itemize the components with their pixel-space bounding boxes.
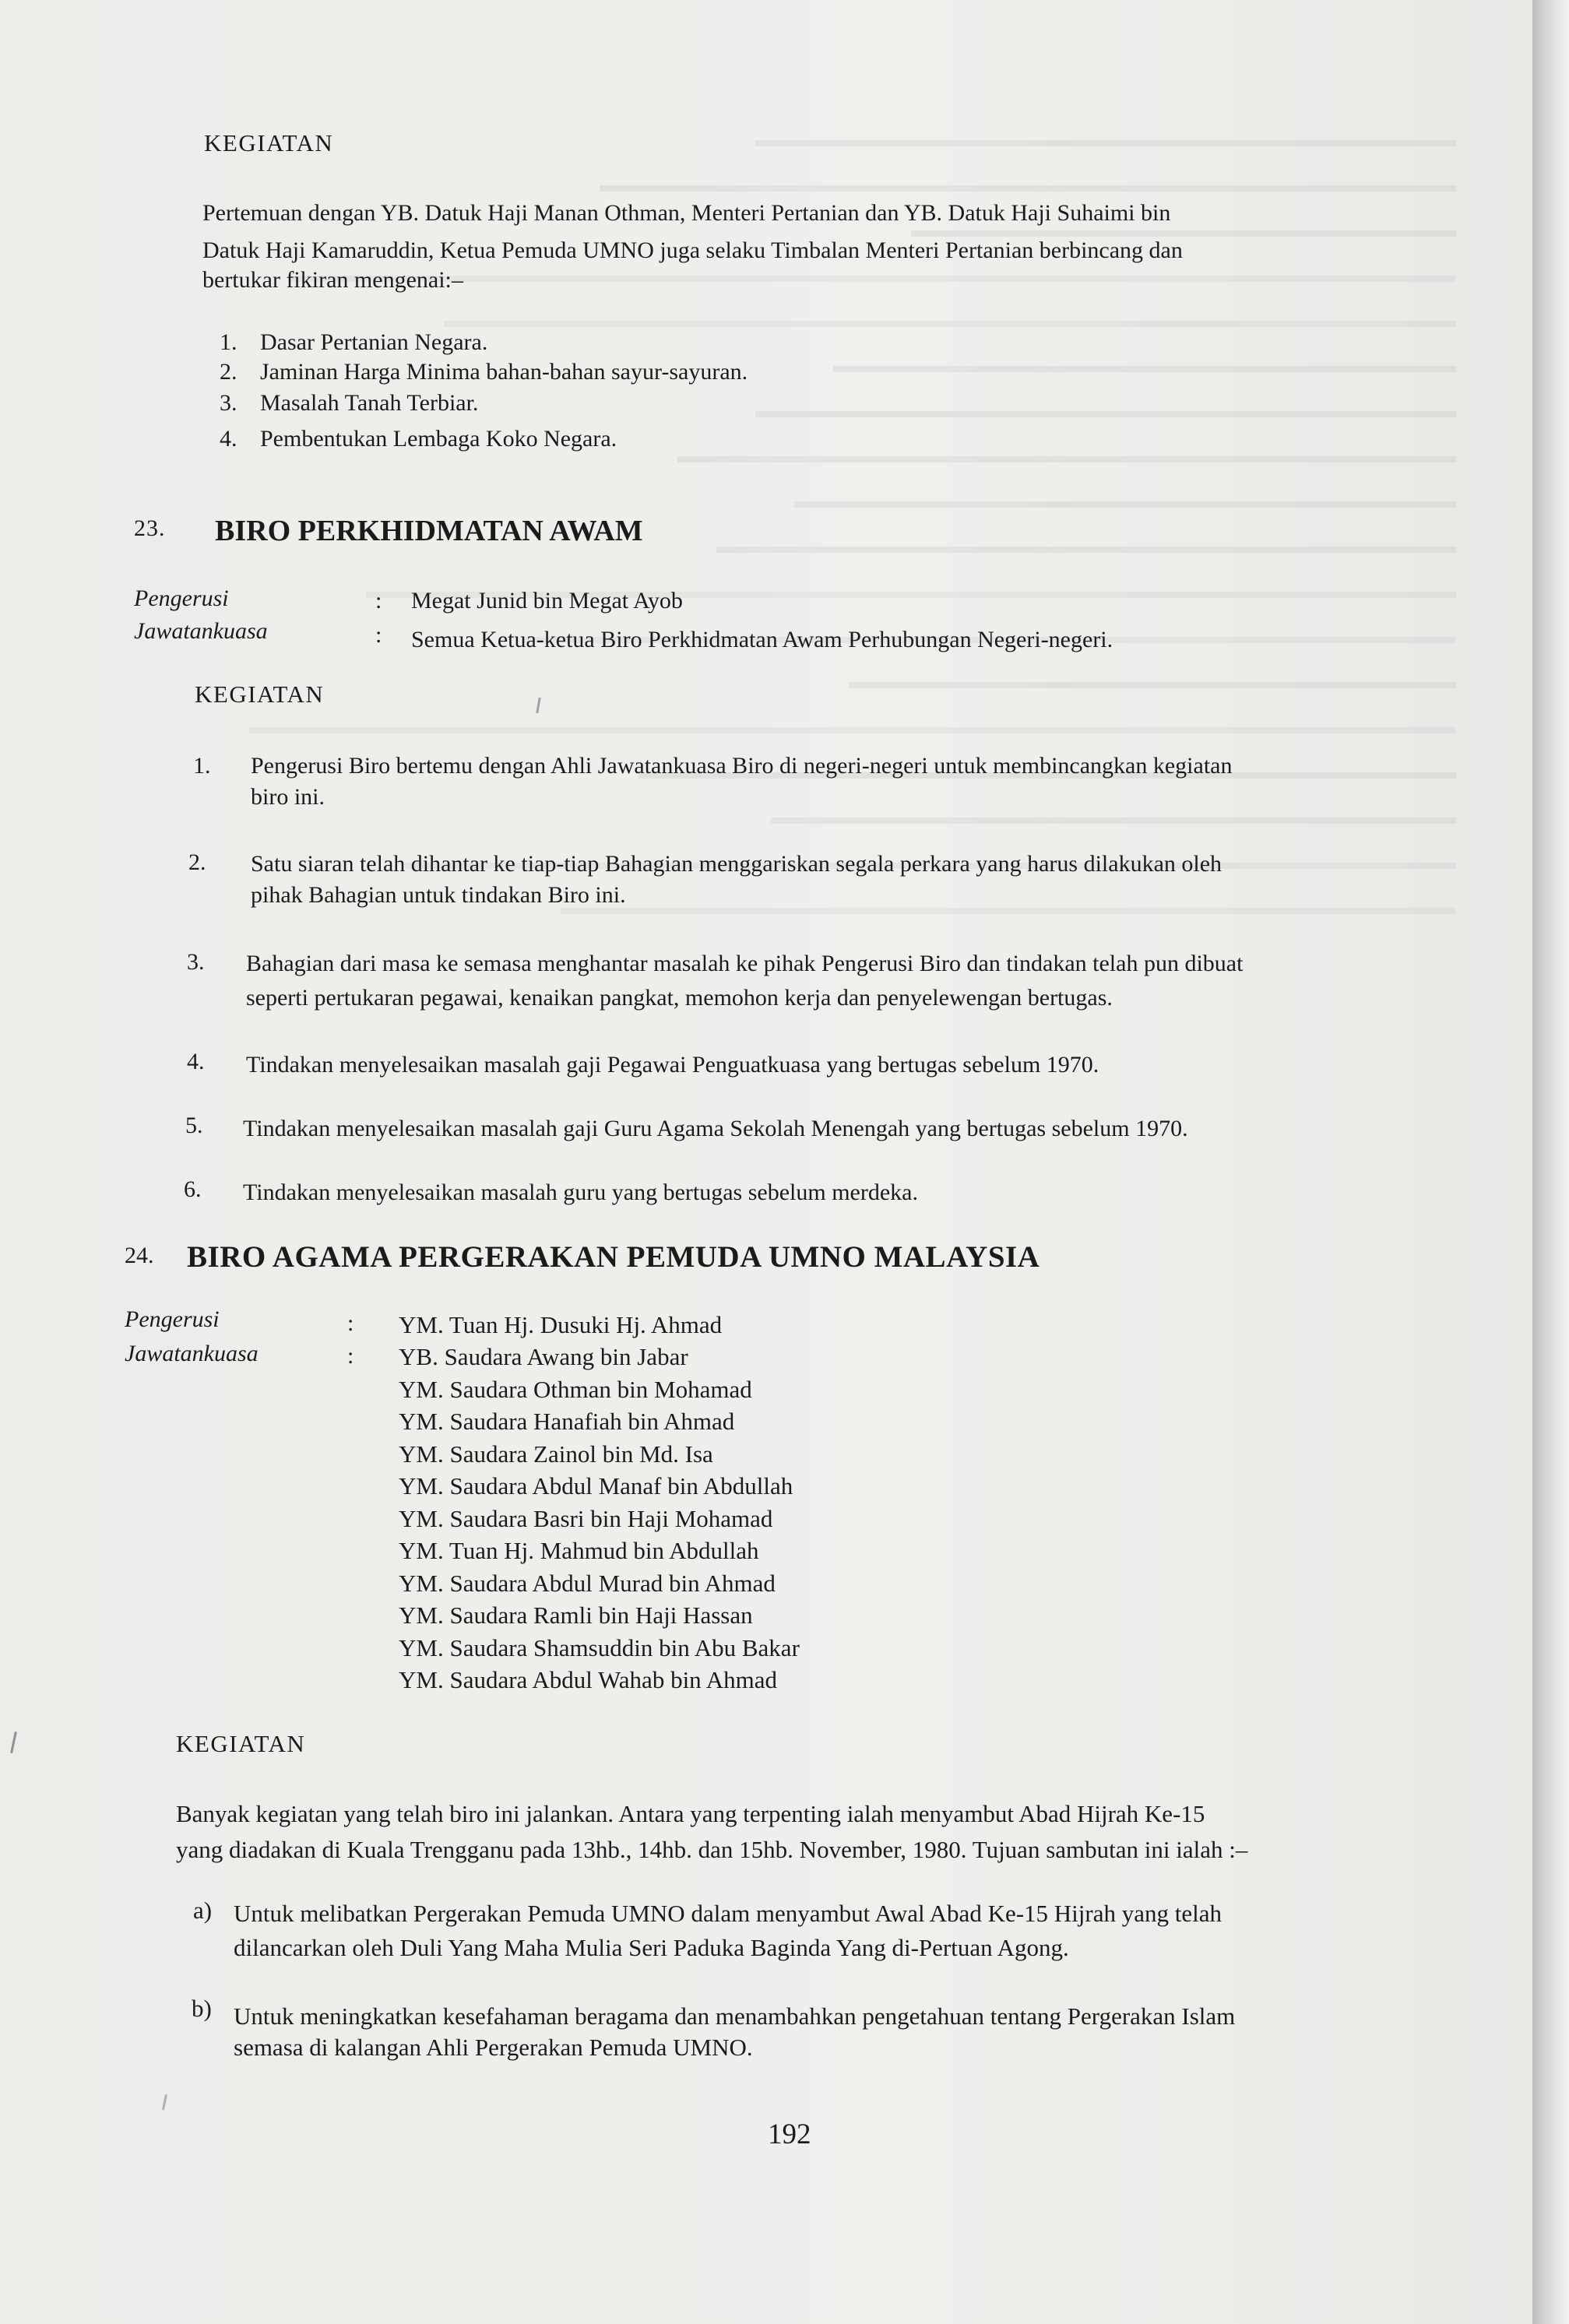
member-name: YM. Saudara Basri bin Haji Mohamad [399,1504,773,1532]
section-23-item-line: Satu siaran telah dihantar ke tiap-tiap Bahagian menggariskan segala perkara yang harus dilakukan oleh [251,851,1222,877]
intro-line-2: Datuk Haji Kamaruddin, Ketua Pemuda UMNO juga selaku Timbalan Menteri Pertanian berbincang dan [202,237,1183,263]
colon: : [347,1343,354,1369]
section-23-pengerusi-value: Megat Junid bin Megat Ayob [411,588,683,614]
section-24-point-label: b) [192,1995,212,2022]
section-24-jawatankuasa-label: Jawatankuasa [125,1341,259,1366]
colon: : [375,588,382,614]
intro-line-3: bertukar fikiran mengenai:– [202,267,463,293]
member-name: YM. Saudara Hanafiah bin Ahmad [399,1408,735,1435]
section-23-item-line: biro ini. [251,784,325,810]
section-23-item-number: 3. [187,949,205,975]
section-24-number: 24. [125,1243,154,1268]
section-23-number: 23. [134,515,166,541]
section-23-item-line: seperti pertukaran pegawai, kenaikan pangkat, memohon kerja dan penyelewengan bertugas. [246,985,1113,1011]
section-23-kegiatan-heading: KEGIATAN [195,680,325,708]
section-23-item-line: Tindakan menyelesaikan masalah guru yang bertugas sebelum merdeka. [243,1180,918,1205]
member-name: YM. Saudara Abdul Manaf bin Abdullah [399,1472,793,1500]
section-23-jawatankuasa-value: Semua Ketua-ketua Biro Perkhidmatan Awam Perhubungan Negeri-negeri. [411,627,1113,652]
section-23-item-number: 2. [188,849,206,875]
section-23-item-number: 1. [193,753,211,779]
member-name: YM. Tuan Hj. Mahmud bin Abdullah [399,1537,759,1564]
section-23-item-line: Bahagian dari masa ke semasa menghantar masalah ke pihak Pengerusi Biro dan tindakan telah pun dibuat [246,951,1244,976]
section-23-item-line: Pengerusi Biro bertemu dengan Ahli Jawatankuasa Biro di negeri-negeri untuk membincangkan kegiatan [251,753,1233,779]
intro-list-item: 2. Jaminan Harga Minima bahan-bahan sayur-sayuran. [220,359,748,385]
section-23-item-line: pihak Bahagian untuk tindakan Biro ini. [251,882,626,908]
colon: : [347,1310,354,1336]
member-name: YB. Saudara Awang bin Jabar [399,1343,688,1370]
page-number: 192 [768,2118,811,2150]
intro-line-1: Pertemuan dengan YB. Datuk Haji Manan Othman, Menteri Pertanian dan YB. Datuk Haji Suhaimi bin [202,200,1171,226]
colon: : [375,622,382,648]
section-24-point-line: dilancarkan oleh Duli Yang Maha Mulia Seri Paduka Baginda Yang di-Pertuan Agong. [234,1934,1069,1961]
section-23-item-number: 6. [184,1176,202,1202]
intro-list-item: 4. Pembentukan Lembaga Koko Negara. [220,426,617,452]
member-name: YM. Saudara Othman bin Mohamad [399,1375,752,1403]
book-spine-shadow [1532,0,1569,2324]
intro-list-item: 3. Masalah Tanah Terbiar. [220,390,479,416]
section-23-title: BIRO PERKHIDMATAN AWAM [215,515,643,547]
section-24-point-label: a) [193,1897,213,1924]
member-name: YM. Saudara Shamsuddin bin Abu Bakar [399,1633,800,1661]
section-24-kegiatan-heading: KEGIATAN [176,1730,306,1757]
section-24-point-line: Untuk melibatkan Pergerakan Pemuda UMNO dalam menyambut Awal Abad Ke-15 Hijrah yang telah [234,1900,1222,1927]
member-name: YM. Saudara Abdul Murad bin Ahmad [399,1569,776,1597]
section-24-title: BIRO AGAMA PERGERAKAN PEMUDA UMNO MALAYSIA [187,1240,1040,1274]
kegiatan-heading-top: KEGIATAN [204,129,334,156]
section-23-pengerusi-label: Pengerusi [134,585,229,611]
member-name: YM. Saudara Abdul Wahab bin Ahmad [399,1666,777,1693]
section-23-item-line: Tindakan menyelesaikan masalah gaji Guru Agama Sekolah Menengah yang bertugas sebelum 1970. [243,1116,1188,1141]
section-23-item-number: 5. [185,1113,203,1138]
section-24-pengerusi-label: Pengerusi [125,1306,220,1332]
section-24-paragraph-line: yang diadakan di Kuala Trengganu pada 13hb., 14hb. dan 15hb. November, 1980. Tujuan sambutan ini ialah :– [176,1836,1248,1863]
section-24-member-list [399,1341,800,1696]
intro-list-item: 1. Dasar Pertanian Negara. [220,329,488,355]
member-name: YM. Saudara Zainol bin Md. Isa [399,1440,713,1468]
section-24-point-line: Untuk meningkatkan kesefahaman beragama dan menambahkan pengetahuan tentang Pergerakan Islam [234,2002,1236,2030]
section-24-point-line: semasa di kalangan Ahli Pergerakan Pemuda UMNO. [234,2034,753,2061]
section-24-pengerusi-value: YM. Tuan Hj. Dusuki Hj. Ahmad [399,1311,723,1338]
section-23-item-line: Tindakan menyelesaikan masalah gaji Pegawai Penguatkuasa yang bertugas sebelum 1970. [246,1052,1099,1078]
section-23-jawatankuasa-label: Jawatankuasa [134,618,268,644]
section-24-paragraph-line: Banyak kegiatan yang telah biro ini jalankan. Antara yang terpenting ialah menyambut Abad Hijrah Ke-15 [176,1800,1205,1827]
section-23-item-number: 4. [187,1049,205,1074]
member-name: YM. Saudara Ramli bin Haji Hassan [399,1601,753,1629]
